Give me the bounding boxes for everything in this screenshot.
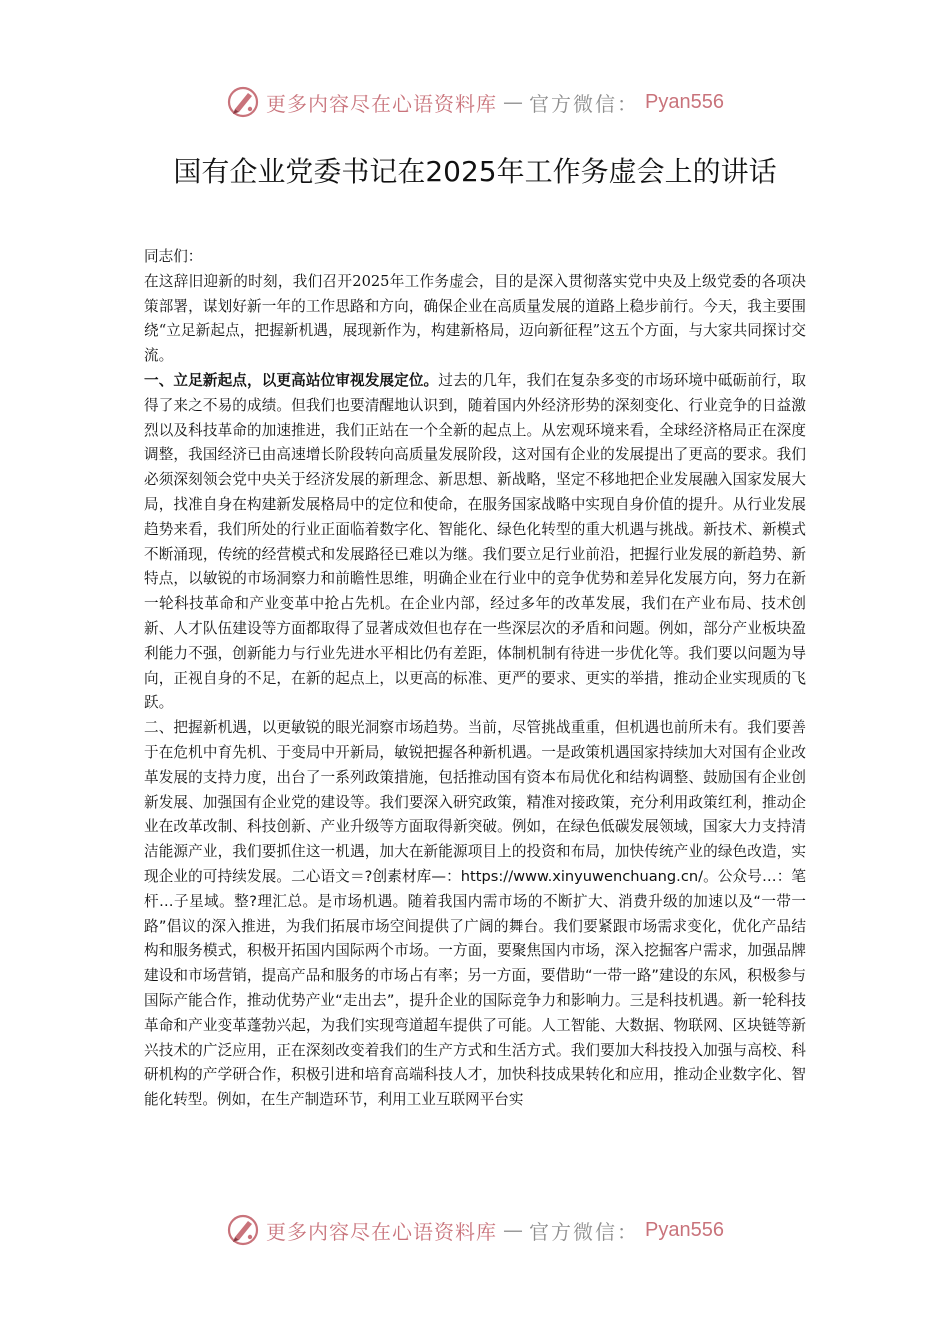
document-title: 国有企业党委书记在2025年工作务虚会上的讲话 <box>173 155 777 188</box>
banner-wechat-label: 官方微信： <box>529 1219 640 1244</box>
pen-circle-logo-icon <box>226 1213 260 1247</box>
banner-separator: — <box>503 1218 524 1242</box>
banner-wechat-label: 官方微信： <box>529 91 640 116</box>
banner-wechat-id: Pyan556 <box>645 1218 724 1241</box>
section-1-heading: 一、立足新起点，以更高站位审视发展定位。 <box>144 371 439 389</box>
banner-wechat-id: Pyan556 <box>645 90 724 113</box>
banner-text: 更多内容尽在心语资料库 <box>266 1219 498 1244</box>
intro-paragraph: 在这辞旧迎新的时刻，我们召开2025年工作务虚会，目的是深入贯彻落实党中央及上级党委的各项决策部署，谋划好新一年的工作思路和方向，确保企业在高质量发展的道路上稳步前行。今天，我主要围绕“立足新起点，把握新机遇，展现新作为，构建新格局，迈向新征程”这五个方面，与大家共同探讨交流。 <box>144 272 806 365</box>
salutation: 同志们： <box>144 248 203 265</box>
banner-text: 更多内容尽在心语资料库 <box>266 91 498 116</box>
header-banner <box>0 82 950 122</box>
section-1-paragraph <box>144 369 806 716</box>
section-1-body: 过去的几年，我们在复杂多变的市场环境中砥砺前行，取得了来之不易的成绩。但我们也要清醒地认识到，随着国内外经济形势的深刻变化、行业竞争的日益激烈以及科技革命的加速推进，我们正站在一个全新的起点上。从宏观环境来看，全球经济格局正在深度调整，我国经济已由高速增长阶段转向高质量发展阶段，这对国有企业的发展提出了更高的要求。我们必须深刻领会党中央关于经济发展的新理念、新思想、新战略，坚定不移地把企业发展融入国家发展大局，找准自身在构建新发展格局中的定位和使命，在服务国家战略中实现自身价值的提升。从行业发展趋势来看，我们所处的行业正面临着数字化、智能化、绿色化转型的重大机遇与挑战。新技术、新模式不断涌现，传统的经营模式和发展路径已难以为继。我们要立足行业前沿，把握行业发展的新趋势、新特点，以敏锐的市场洞察力和前瞻性思维，明确企业在行业中的竞争优势和差异化发展方向，努力在新一轮科技革命和产业变革中抢占先机。在企业内部，经过多年的改革发展，我们在产业布局、技术创新、人才队伍建设等方面都取得了显著成效但也存在一些深层次的矛盾和问题。例如，部分产业板块盈利能力不强，创新能力与行业先进水平相比仍有差距，体制机制有待进一步优化等。我们要以问题为导向，正视自身的不足，在新的起点上，以更高的标准、更严的要求、更实的举措，推动企业实现质的飞跃。 <box>144 371 806 712</box>
pen-circle-logo-icon <box>226 85 260 119</box>
banner-separator: — <box>503 90 524 114</box>
document-body <box>144 245 806 1113</box>
section-2-paragraph: 二、把握新机遇，以更敏锐的眼光洞察市场趋势。当前，尽管挑战重重，但机遇也前所未有。我们要善于在危机中育先机、于变局中开新局，敏锐把握各种新机遇。一是政策机遇国家持续加大对国有企业改革发展的支持力度，出台了一系列政策措施，包括推动国有资本布局优化和结构调整、鼓励国有企业创新发展、加强国有企业党的建设等。我们要深入研究政策，精准对接政策，充分利用政策红利，推动企业在改革改制、科技创新、产业升级等方面取得新突破。例如，在绿色低碳发展领域，国家大力支持清洁能源产业，我们要抓住这一机遇，加大在新能源项目上的投资和布局，加快传统产业的绿色改造，实现企业的可持续发展。二心语文＝?创素材库—：https://www.xinyuwenchuang.cn/。公众号…：笔杆…子星域。整?理汇总。是市场机遇。随着我国内需市场的不断扩大、消费升级的加速以及“一带一路”倡议的深入推进，为我们拓展市场空间提供了广阔的舞台。我们要紧跟市场需求变化，优化产品结构和服务模式，积极开拓国内国际两个市场。一方面，要聚焦国内市场，深入挖掘客户需求，加强品牌建设和市场营销，提高产品和服务的市场占有率；另一方面，要借助“一带一路”建设的东风，积极参与国际产能合作，推动优势产业“走出去”，提升企业的国际竞争力和影响力。三是科技机遇。新一轮科技革命和产业变革蓬勃兴起，为我们实现弯道超车提供了可能。人工智能、大数据、物联网、区块链等新兴技术的广泛应用，正在深刻改变着我们的生产方式和生活方式。我们要加大科技投入加强与高校、科研机构的产学研合作，积极引进和培育高端科技人才，加快科技成果转化和应用，推动企业数字化、智能化转型。例如，在生产制造环节，利用工业互联网平台实 <box>144 719 806 1109</box>
footer-banner <box>0 1210 950 1250</box>
